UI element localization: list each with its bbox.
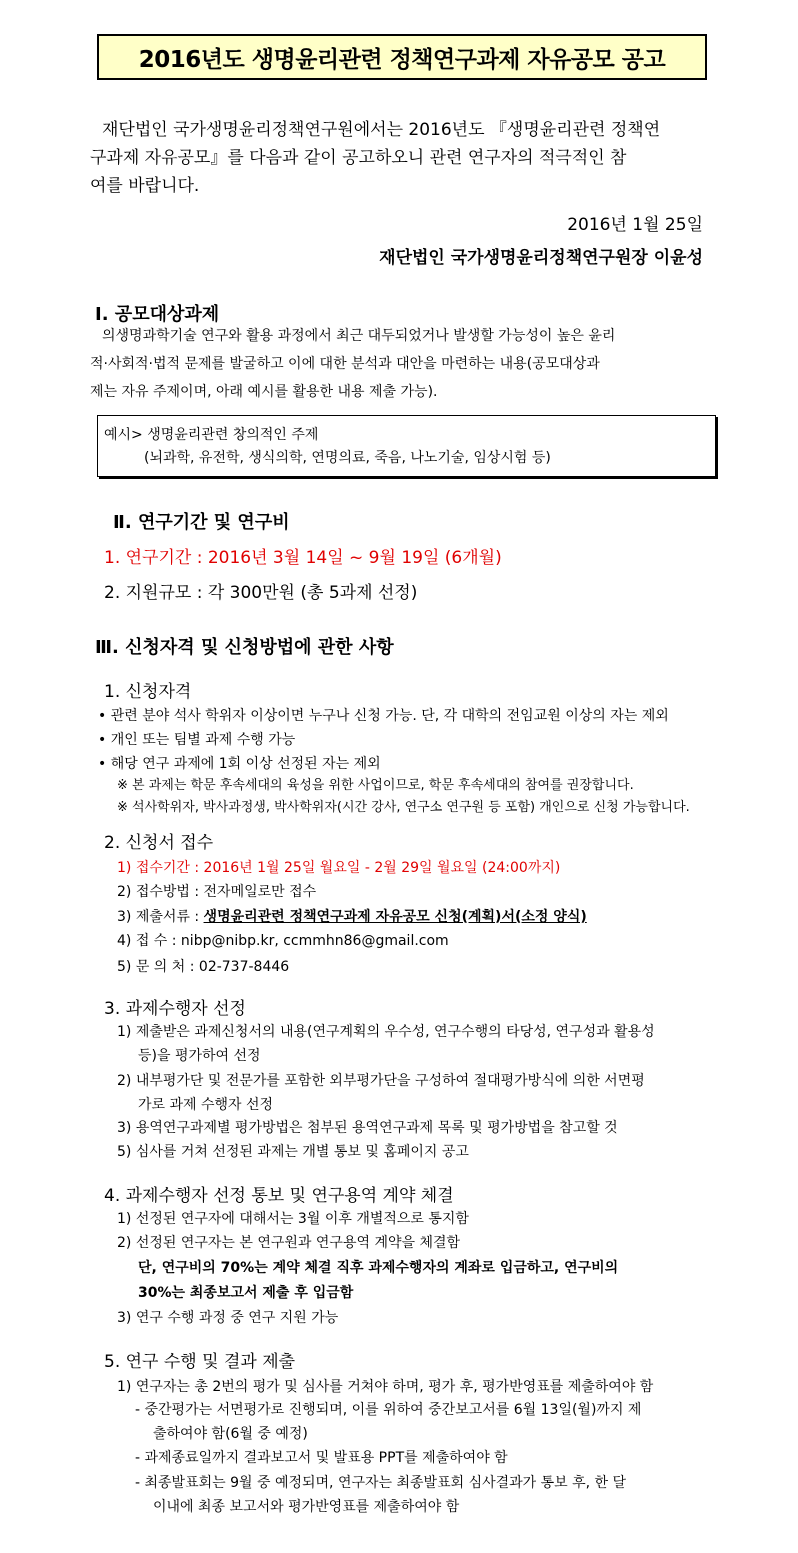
- example-title: 예시> 생명윤리관련 창의적인 주제: [104, 427, 319, 443]
- selection-item: 2) 내부평가단 및 전문가를 포함한 외부평가단을 구성하여 절대평가방식에 의한 서면평: [117, 1073, 645, 1089]
- contract-item: 1) 선정된 연구자에 대해서는 3월 이후 개별적으로 통지함: [117, 1211, 469, 1227]
- intro-paragraph: [90, 116, 710, 200]
- section-2-heading: Ⅱ. 연구기간 및 연구비: [113, 512, 290, 533]
- announcement-date: 2016년 1월 25일: [567, 215, 703, 235]
- submission-heading: 5. 연구 수행 및 결과 제출: [104, 1352, 296, 1372]
- section-1-line: 제는 자유 주제이며, 아래 예시를 활용한 내용 제출 가능).: [90, 384, 438, 400]
- contract-heading: 4. 과제수행자 선정 통보 및 연구용역 계약 체결: [104, 1186, 454, 1206]
- section-1-paragraph: [90, 322, 710, 406]
- application-method: 2) 접수방법 : 전자메일로만 접수: [117, 884, 317, 900]
- example-list: (뇌과학, 유전학, 생식의학, 연명의료, 죽음, 나노기술, 임상시험 등): [144, 450, 551, 466]
- submission-item: - 최종발표회는 9월 중 예정되며, 연구자는 최종발표회 심사결과가 통보 후, 한 달: [135, 1475, 627, 1491]
- page-title: [97, 34, 707, 80]
- selection-heading: 3. 과제수행자 선정: [104, 999, 246, 1019]
- intro-line: 구과제 자유공모』를 다음과 같이 공고하오니 관련 연구자의 적극적인 참: [90, 148, 627, 168]
- contract-item: 2) 선정된 연구자는 본 연구원과 연구용역 계약을 체결함: [117, 1235, 461, 1251]
- contract-payment: 30%는 최종보고서 제출 후 입금함: [138, 1285, 354, 1301]
- qualification-note: ※ 석사학위자, 박사과정생, 박사학위자(시간 강사, 연구소 연구원 등 포함) 개인으로 신청 가능합니다.: [117, 800, 690, 815]
- qualification-heading: 1. 신청자격: [104, 682, 192, 702]
- submission-item: 이내에 최종 보고서와 평가반영표를 제출하여야 함: [153, 1499, 460, 1515]
- section-3-heading: Ⅲ. 신청자격 및 신청방법에 관한 사항: [95, 637, 394, 658]
- section-1-line: 적·사회적·법적 문제를 발굴하고 이에 대한 분석과 대안을 마련하는 내용(공모대상과: [90, 356, 600, 372]
- selection-item: 가로 과제 수행자 선정: [138, 1097, 274, 1113]
- qualification-note: ※ 본 과제는 학문 후속세대의 육성을 위한 사업이므로, 학문 후속세대의 참여를 권장합니다.: [117, 778, 634, 793]
- selection-item: 5) 심사를 거쳐 선정된 과제는 개별 통보 및 홈페이지 공고: [117, 1144, 469, 1160]
- application-period: 1) 접수기간 : 2016년 1월 25일 월요일 - 2월 29일 월요일 (24:00까지): [117, 860, 561, 876]
- application-email: 4) 접 수 : nibp@nibp.kr, ccmmhn86@gmail.com: [117, 933, 449, 949]
- page-title-text: 2016년도 생명윤리관련 정책연구과제 자유공모 공고: [138, 46, 666, 73]
- application-documents: [117, 906, 587, 926]
- submission-item: 출하여야 함(6월 중 예정): [153, 1426, 308, 1442]
- research-period: 1. 연구기간 : 2016년 3월 14일 ~ 9월 19일 (6개월): [104, 548, 502, 568]
- section-1-line: 의생명과학기술 연구와 활용 과정에서 최근 대두되었거나 발생할 가능성이 높은 윤리: [102, 328, 616, 344]
- qualification-item: • 해당 연구 과제에 1회 이상 선정된 자는 제외: [98, 756, 381, 772]
- selection-item: 1) 제출받은 과제신청서의 내용(연구계획의 우수성, 연구수행의 타당성, 연구성과 활용성: [117, 1024, 655, 1040]
- intro-line: 여를 바랍니다.: [90, 176, 200, 196]
- selection-item: 등)을 평가하여 선정: [138, 1048, 261, 1064]
- qualification-item: • 개인 또는 팀별 과제 수행 가능: [98, 732, 296, 748]
- submission-item: 1) 연구자는 총 2번의 평가 및 심사를 거쳐야 하며, 평가 후, 평가반영표를 제출하여야 함: [117, 1379, 654, 1395]
- announcement-signer: 재단법인 국가생명윤리정책연구원장 이윤성: [379, 248, 703, 268]
- intro-line: 재단법인 국가생명윤리정책연구원에서는 2016년도 『생명윤리관련 정책연: [102, 120, 661, 140]
- funding-scale: 2. 지원규모 : 각 300만원 (총 5과제 선정): [104, 583, 418, 603]
- contract-item: 3) 연구 수행 과정 중 연구 지원 가능: [117, 1310, 339, 1326]
- application-contact: 5) 문 의 처 : 02-737-8446: [117, 959, 290, 975]
- example-box: [97, 415, 716, 477]
- qualification-item: • 관련 분야 석사 학위자 이상이면 누구나 신청 가능. 단, 각 대학의 전임교원 이상의 자는 제외: [98, 708, 669, 724]
- submission-item: - 중간평가는 서면평가로 진행되며, 이를 위하여 중간보고서를 6월 13일(월)까지 제: [135, 1402, 642, 1418]
- selection-item: 3) 용역연구과제별 평가방법은 첨부된 용역연구과제 목록 및 평가방법을 참고할 것: [117, 1120, 618, 1136]
- submission-item: - 과제종료일까지 결과보고서 및 발표용 PPT를 제출하여야 함: [135, 1450, 508, 1466]
- documents-link[interactable]: 생명윤리관련 정책연구과제 자유공모 신청(계획)서(소정 양식): [203, 909, 587, 925]
- application-heading: 2. 신청서 접수: [104, 833, 214, 853]
- section-1-heading: Ⅰ. 공모대상과제: [95, 304, 220, 325]
- documents-label: 3) 제출서류 :: [117, 909, 204, 925]
- contract-payment: 단, 연구비의 70%는 계약 체결 직후 과제수행자의 계좌로 입금하고, 연구비의: [138, 1260, 619, 1276]
